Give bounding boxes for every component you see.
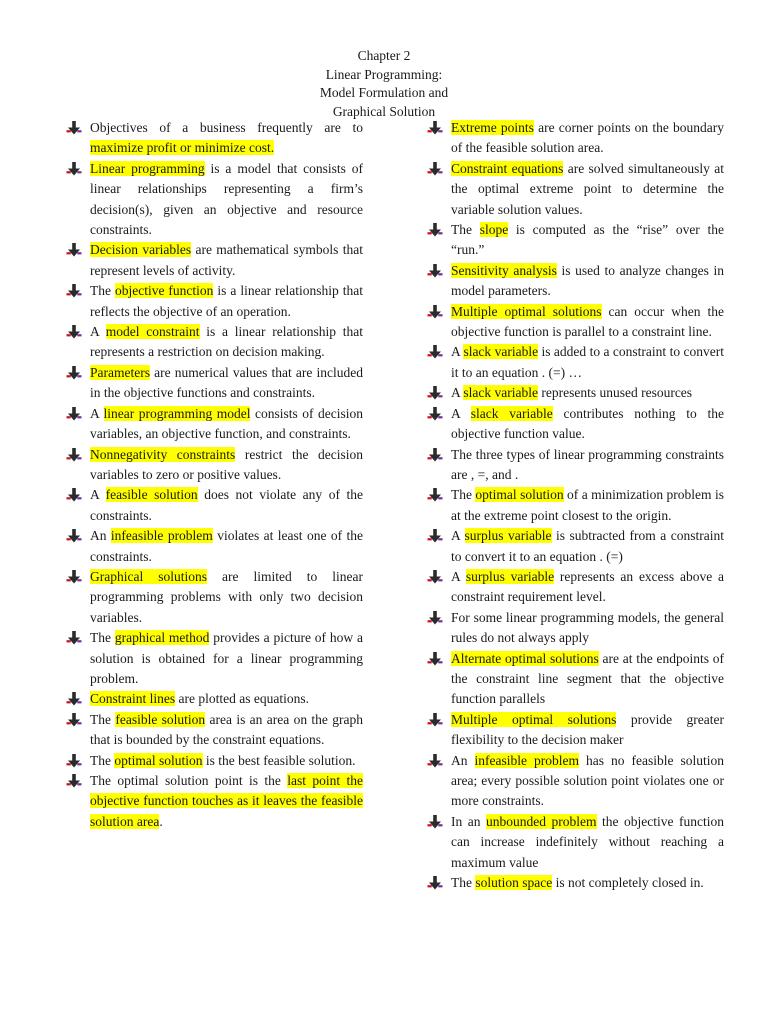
text-post: are corner points on the boundary of the feasible solution area. bbox=[451, 120, 724, 156]
arrow-down-bullet-icon bbox=[427, 406, 443, 422]
text-post: is a linear relationship that reflects the objective of an operation. bbox=[90, 283, 363, 319]
text-pre: The three types of linear programming constraints are , =, and . bbox=[451, 446, 724, 482]
text-post: the objective function can increase indefinitely without reaching a maximum value bbox=[451, 813, 724, 870]
text-post: is a linear relationship that represents a restriction on decision making. bbox=[90, 324, 363, 360]
right-bullet-list bbox=[427, 118, 724, 893]
list-item bbox=[427, 118, 724, 159]
text-pre: The optimal solution point is the bbox=[90, 773, 288, 788]
highlighted-term: Multiple optimal solutions bbox=[451, 303, 602, 319]
highlighted-term: model constraint bbox=[105, 324, 200, 340]
list-item bbox=[427, 261, 724, 302]
highlighted-term: surplus variable bbox=[465, 568, 555, 584]
text-post: of a minimization problem is at the extreme point closest to the origin. bbox=[451, 487, 724, 523]
text-pre: A bbox=[90, 324, 106, 340]
list-item bbox=[427, 812, 724, 873]
list-item bbox=[427, 485, 724, 526]
list-item bbox=[66, 771, 363, 832]
list-item bbox=[427, 526, 724, 567]
arrow-down-bullet-icon bbox=[66, 365, 82, 381]
text-post: is added to a constraint to convert it to an equation . (=) … bbox=[451, 344, 724, 380]
list-item bbox=[427, 710, 724, 751]
text-post: contributes nothing to the objective function value. bbox=[451, 405, 724, 442]
text-pre: A bbox=[90, 405, 104, 421]
list-item bbox=[66, 567, 363, 628]
highlighted-term: Extreme points bbox=[451, 120, 534, 135]
list-item bbox=[427, 873, 724, 893]
arrow-down-bullet-icon bbox=[66, 447, 82, 463]
highlighted-term: infeasible problem bbox=[474, 752, 579, 768]
highlighted-term: slack variable bbox=[463, 385, 538, 401]
list-item bbox=[427, 220, 724, 261]
title-line-2: Model Formulation and bbox=[319, 85, 449, 100]
list-item bbox=[66, 710, 363, 751]
arrow-down-bullet-icon bbox=[427, 610, 443, 626]
arrow-down-bullet-icon bbox=[427, 385, 443, 401]
left-column bbox=[66, 118, 363, 832]
arrow-down-bullet-icon bbox=[427, 120, 443, 136]
text-pre: A bbox=[451, 344, 464, 360]
highlighted-term: slack variable bbox=[470, 405, 553, 421]
arrow-down-bullet-icon bbox=[66, 630, 82, 646]
highlighted-term: Constraint equations bbox=[451, 160, 564, 176]
arrow-down-bullet-icon bbox=[427, 712, 443, 728]
list-item bbox=[66, 445, 363, 486]
text-post: represents an excess above a constraint requirement level. bbox=[451, 568, 724, 605]
highlighted-term: surplus variable bbox=[464, 528, 552, 544]
left-bullet-list bbox=[66, 118, 363, 832]
arrow-down-bullet-icon bbox=[66, 528, 82, 544]
list-item bbox=[66, 322, 363, 363]
highlighted-term: Sensitivity analysis bbox=[451, 262, 557, 278]
text-post: are solved simultaneously at the optimal extreme point to determine the variable solution values. bbox=[451, 160, 724, 217]
arrow-down-bullet-icon bbox=[66, 406, 82, 422]
list-item bbox=[427, 159, 724, 220]
text-pre: A bbox=[451, 385, 464, 401]
highlighted-term: objective function bbox=[114, 283, 214, 299]
text-post: are limited to linear programming problems with only two decision variables. bbox=[90, 568, 363, 625]
text-pre: For some linear programming models, the general rules do not always apply bbox=[451, 609, 724, 646]
arrow-down-bullet-icon bbox=[427, 161, 443, 177]
text-post: is the best feasible solution. bbox=[202, 752, 356, 768]
arrow-down-bullet-icon bbox=[66, 161, 82, 177]
text-pre: In an bbox=[451, 813, 487, 829]
arrow-down-bullet-icon bbox=[427, 487, 443, 503]
list-item bbox=[427, 302, 724, 343]
arrow-down-bullet-icon bbox=[427, 344, 443, 360]
list-item bbox=[427, 608, 724, 649]
arrow-down-bullet-icon bbox=[427, 304, 443, 320]
highlighted-term: Decision variables bbox=[90, 242, 192, 258]
text-post: consists of decision variables, an objective function, and constraints. bbox=[90, 405, 363, 442]
list-item bbox=[427, 649, 724, 710]
highlighted-term: solution space bbox=[475, 875, 553, 891]
text-pre: The bbox=[90, 711, 116, 727]
arrow-down-bullet-icon bbox=[66, 487, 82, 503]
arrow-down-bullet-icon bbox=[427, 753, 443, 769]
title-line-3: Graphical Solution bbox=[332, 103, 436, 119]
list-item bbox=[66, 118, 363, 159]
highlighted-term: slack variable bbox=[463, 344, 539, 360]
text-post: is computed as the “rise” over the “run.” bbox=[451, 222, 724, 258]
text-pre: A bbox=[90, 487, 106, 503]
highlighted-term: unbounded problem bbox=[486, 813, 597, 829]
text-post: is not completely closed in. bbox=[552, 875, 704, 891]
text-post: are plotted as equations. bbox=[175, 691, 309, 707]
highlighted-term: infeasible problem bbox=[110, 528, 213, 544]
text-pre: A bbox=[451, 405, 471, 421]
arrow-down-bullet-icon bbox=[66, 753, 82, 769]
highlighted-term: Nonnegativity constraints bbox=[90, 446, 236, 462]
list-item bbox=[66, 628, 363, 689]
text-pre: Objectives of a business frequently are to bbox=[90, 120, 363, 135]
text-pre: The bbox=[451, 222, 480, 238]
highlighted-term: maximize profit or minimize cost. bbox=[90, 140, 275, 156]
highlighted-term: last point the objective function touches as it leaves the feasible solution area bbox=[90, 773, 363, 829]
arrow-down-bullet-icon bbox=[427, 222, 443, 238]
highlighted-term: Parameters bbox=[90, 364, 150, 380]
list-item bbox=[66, 363, 363, 404]
highlighted-term: Linear programming bbox=[90, 160, 205, 176]
title-line-1: Linear Programming: bbox=[325, 66, 443, 82]
arrow-down-bullet-icon bbox=[427, 263, 443, 279]
list-item bbox=[427, 751, 724, 812]
arrow-down-bullet-icon bbox=[66, 324, 82, 340]
list-item bbox=[66, 751, 363, 771]
chapter-label: Chapter 2 bbox=[357, 48, 411, 63]
arrow-down-bullet-icon bbox=[427, 875, 443, 891]
highlighted-term: Alternate optimal solutions bbox=[451, 650, 599, 666]
highlighted-term: Constraint lines bbox=[90, 691, 176, 707]
text-post: is subtracted from a constraint to convert it to an equation . (=) bbox=[451, 528, 724, 564]
text-post: . bbox=[159, 813, 163, 829]
list-item bbox=[427, 383, 724, 403]
arrow-down-bullet-icon bbox=[66, 773, 82, 789]
text-pre: The bbox=[451, 487, 476, 503]
text-post: does not violate any of the constraints. bbox=[90, 487, 364, 523]
highlighted-term: feasible solution bbox=[115, 711, 206, 727]
text-post: are mathematical symbols that represent levels of activity. bbox=[90, 242, 364, 278]
highlighted-term: feasible solution bbox=[105, 487, 198, 503]
arrow-down-bullet-icon bbox=[66, 242, 82, 258]
list-item bbox=[66, 281, 363, 322]
arrow-down-bullet-icon bbox=[66, 569, 82, 585]
text-post: area is an area on the graph that is bounded by the constraint equations. bbox=[90, 711, 363, 748]
list-item bbox=[427, 567, 724, 608]
highlighted-term: slope bbox=[479, 222, 509, 238]
arrow-down-bullet-icon bbox=[66, 120, 82, 136]
text-post: provide greater flexibility to the decision maker bbox=[451, 711, 724, 748]
text-post: are numerical values that are included in the objective functions and constraints. bbox=[90, 364, 363, 401]
arrow-down-bullet-icon bbox=[427, 651, 443, 667]
text-pre: The bbox=[90, 630, 115, 646]
text-pre: A bbox=[451, 528, 465, 544]
text-pre: The bbox=[90, 752, 115, 768]
arrow-down-bullet-icon bbox=[66, 283, 82, 299]
text-post: can occur when the objective function is parallel to a constraint line. bbox=[451, 303, 724, 340]
highlighted-term: optimal solution bbox=[475, 487, 564, 503]
arrow-down-bullet-icon bbox=[66, 712, 82, 728]
text-pre: An bbox=[90, 528, 111, 544]
document-header bbox=[0, 47, 768, 121]
list-item bbox=[427, 445, 724, 486]
arrow-down-bullet-icon bbox=[427, 814, 443, 830]
list-item bbox=[66, 689, 363, 709]
text-post: restrict the decision variables to zero or positive values. bbox=[90, 446, 363, 482]
arrow-down-bullet-icon bbox=[427, 447, 443, 463]
text-pre: The bbox=[90, 283, 115, 299]
text-post: is used to analyze changes in model parameters. bbox=[451, 262, 725, 299]
text-post: represents unused resources bbox=[537, 385, 693, 401]
highlighted-term: Graphical solutions bbox=[90, 568, 207, 584]
highlighted-term: optimal solution bbox=[114, 752, 203, 768]
list-item bbox=[427, 342, 724, 383]
text-post: provides a picture of how a solution is obtained for a linear programming problem. bbox=[90, 630, 363, 686]
text-post: has no feasible solution area; every possible solution point violates one or more constraints. bbox=[451, 752, 725, 809]
list-item bbox=[66, 485, 363, 526]
list-item bbox=[66, 526, 363, 567]
list-item bbox=[66, 404, 363, 445]
text-pre: A bbox=[451, 568, 466, 584]
list-item bbox=[427, 404, 724, 445]
arrow-down-bullet-icon bbox=[66, 691, 82, 707]
highlighted-term: graphical method bbox=[114, 630, 210, 646]
right-column bbox=[427, 118, 724, 893]
highlighted-term: linear programming model bbox=[103, 405, 251, 421]
arrow-down-bullet-icon bbox=[427, 569, 443, 585]
text-pre: An bbox=[451, 752, 475, 768]
highlighted-term: Multiple optimal solutions bbox=[451, 711, 617, 727]
list-item bbox=[66, 159, 363, 241]
text-post: is a model that consists of linear relationships representing a firm’s decision(s), given an objective and resource constraints. bbox=[90, 160, 364, 238]
arrow-down-bullet-icon bbox=[427, 528, 443, 544]
list-item bbox=[66, 240, 363, 281]
text-post: are at the endpoints of the constraint line segment that the objective function parallels bbox=[451, 650, 724, 707]
text-pre: The bbox=[451, 875, 476, 891]
text-post: violates at least one of the constraints. bbox=[90, 528, 364, 564]
